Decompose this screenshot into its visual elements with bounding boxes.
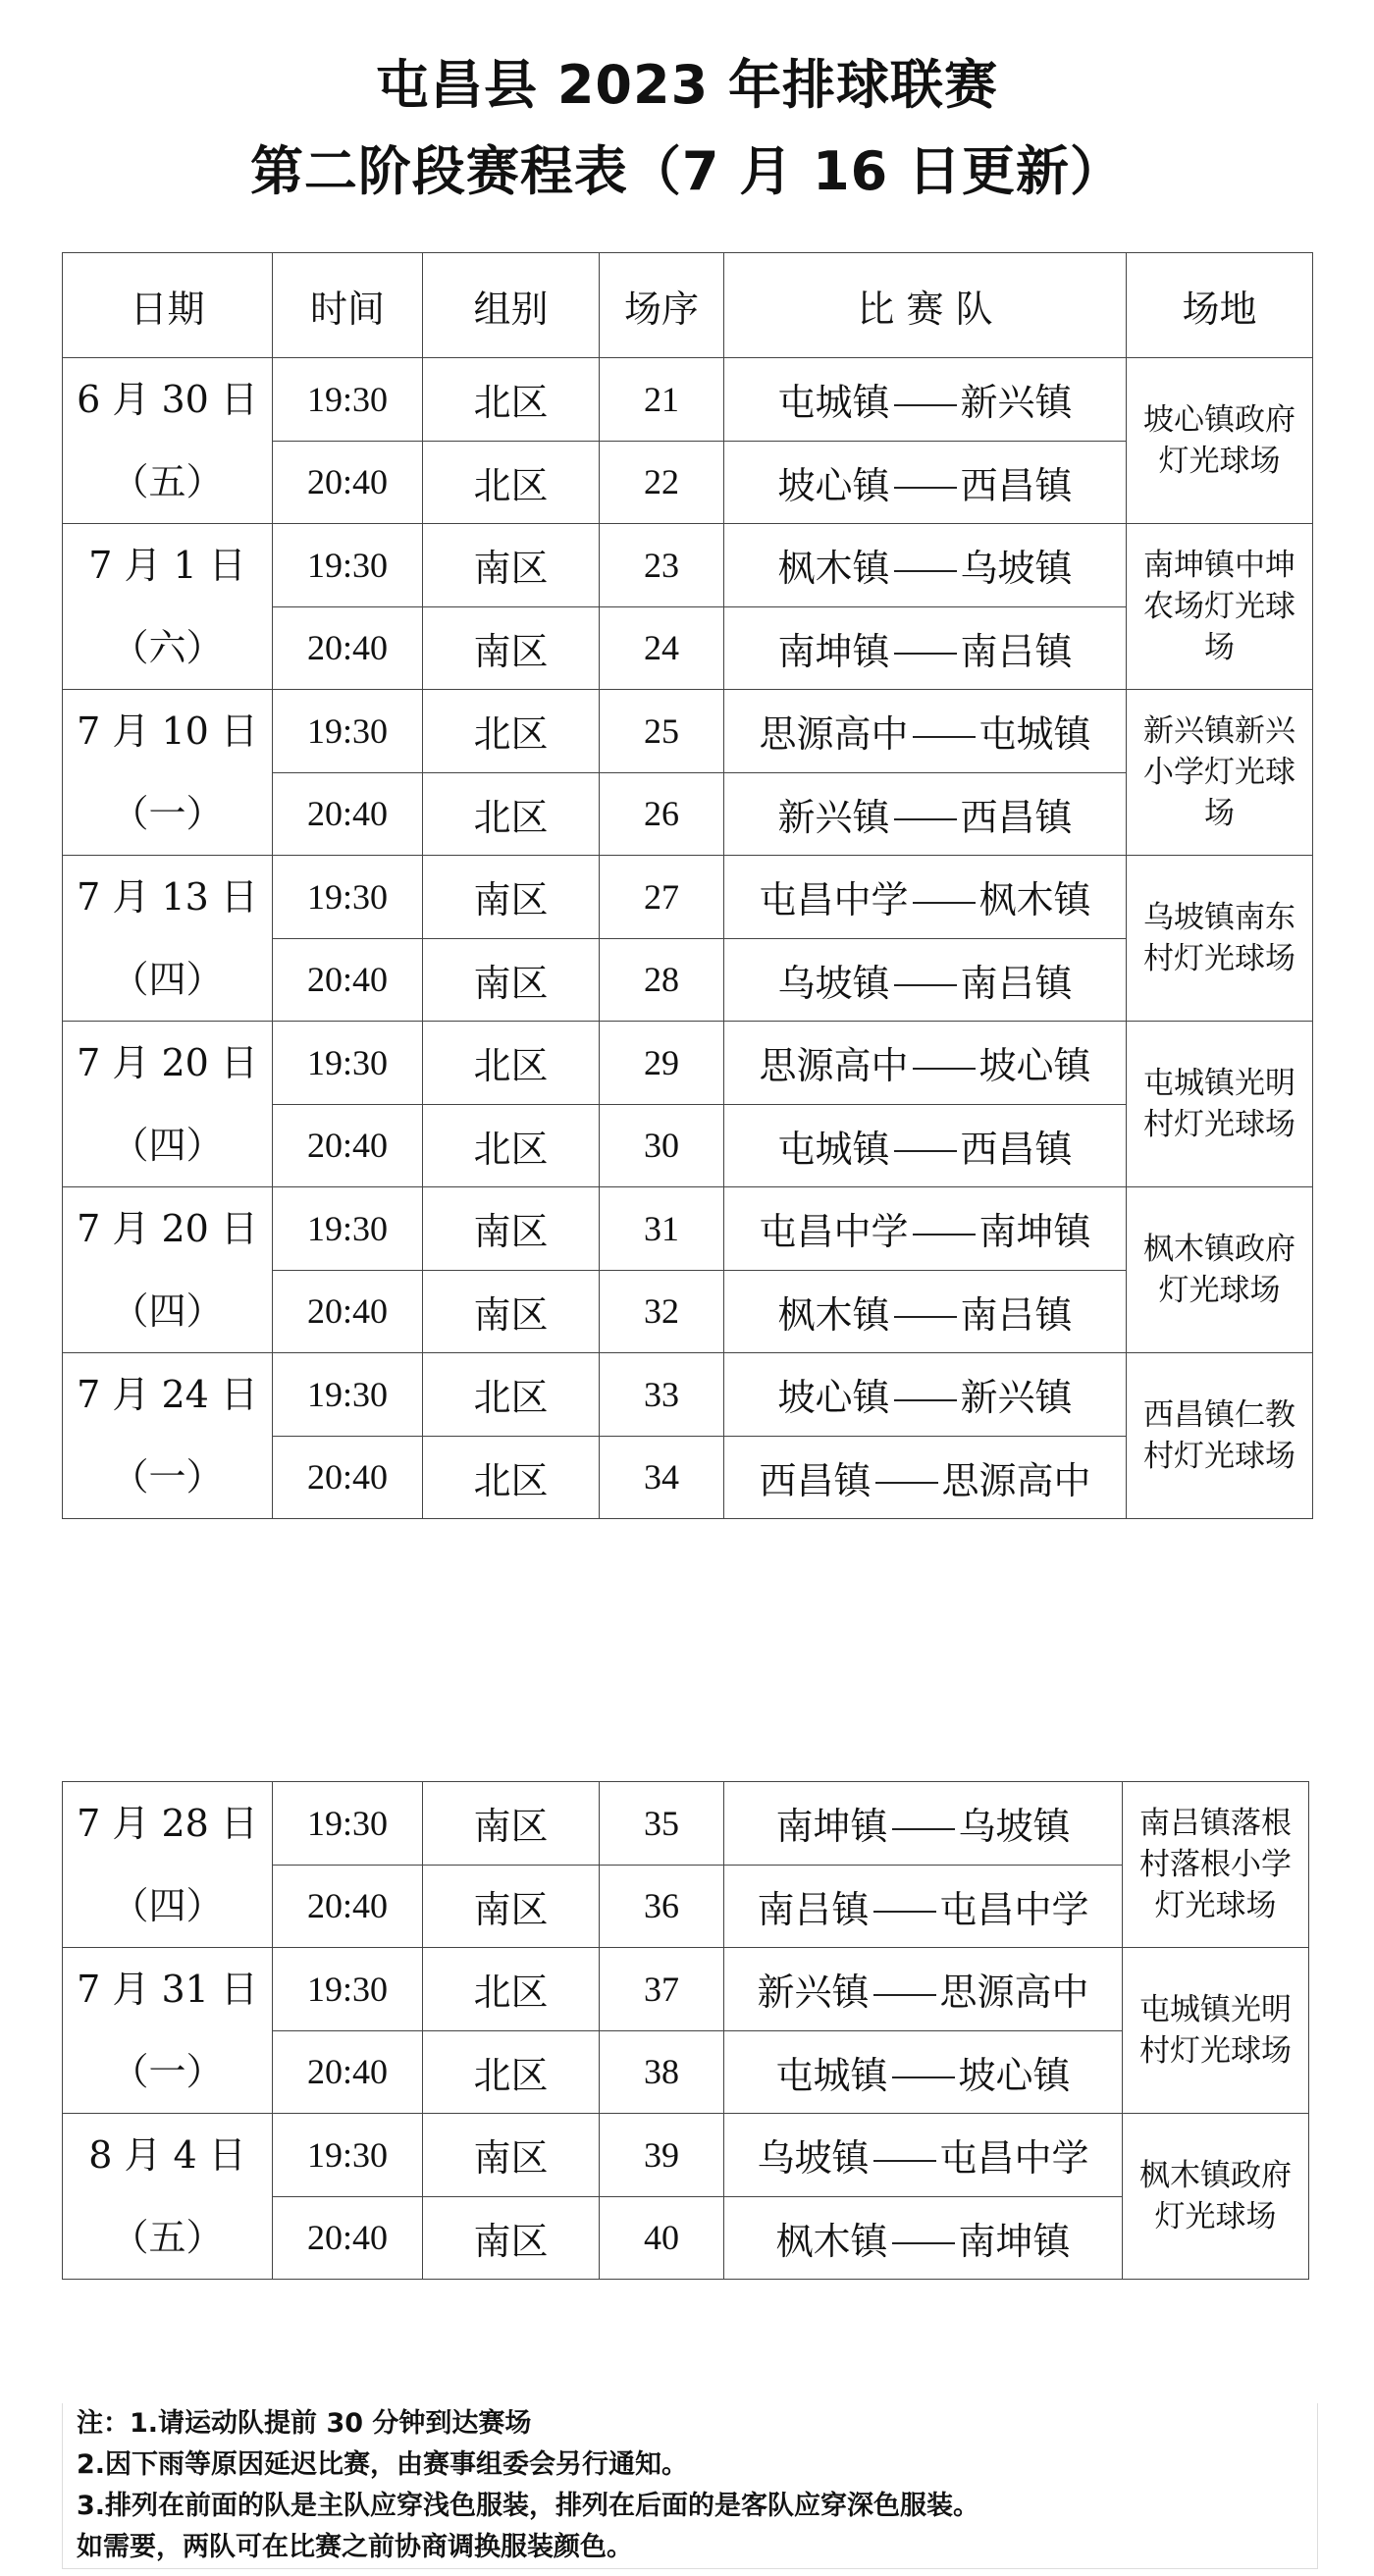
away-team: 屯昌中学 [939,1887,1089,1931]
group-cell: 北区 [423,1948,600,2031]
table-row [63,358,1313,442]
match-number-cell: 26 [600,772,724,856]
weekday-label: （一） [111,1455,224,1498]
home-team: 坡心镇 [777,1376,890,1420]
date-cell [63,1782,273,1948]
header-time: 时间 [273,253,423,358]
versus-dash [894,404,957,406]
match-number-cell: 28 [600,938,724,1022]
home-team: 屯昌中学 [759,1210,909,1254]
teams-cell [724,1270,1127,1353]
teams-cell [724,606,1127,690]
table-row [63,1782,1309,1866]
home-team: 乌坡镇 [777,961,890,1005]
time-cell: 20:40 [273,1270,423,1353]
group-cell: 南区 [423,2196,600,2280]
table-row [63,1187,1313,1271]
weekday-label: （四） [111,1884,224,1927]
teams-cell [724,1865,1123,1948]
note-line: 3.排列在前面的队是主队应穿浅色服装，排列在后面的是客队应穿深色服装。 [77,2491,980,2521]
date-label: 7 月 20 日 [77,1041,258,1084]
versus-dash [894,570,957,572]
time-cell: 19:30 [273,1187,423,1271]
match-number-cell: 31 [600,1187,724,1271]
table-row [63,1948,1309,2031]
home-team: 南坤镇 [775,1805,888,1849]
away-team: 乌坡镇 [958,1805,1071,1849]
venue-cell: 枫木镇政府灯光球场 [1123,2114,1309,2280]
versus-dash [892,1828,955,1830]
teams-cell [724,1353,1127,1437]
group-cell: 北区 [423,441,600,524]
teams-cell [724,1782,1123,1866]
versus-dash [894,818,957,820]
match-number-cell: 23 [600,524,724,607]
teams-cell [724,856,1127,939]
time-cell: 19:30 [273,1022,423,1105]
group-cell: 北区 [423,772,600,856]
versus-dash [873,2160,936,2162]
match-number-cell: 34 [600,1436,724,1519]
table-row [63,856,1313,939]
date-label: 6 月 30 日 [77,378,258,421]
header-venue: 场地 [1127,253,1313,358]
match-number-cell: 32 [600,1270,724,1353]
versus-dash [894,1316,957,1318]
home-team: 乌坡镇 [757,2136,870,2181]
versus-dash [894,1150,957,1152]
match-number-cell: 37 [600,1948,724,2031]
match-number-cell: 22 [600,441,724,524]
date-label: 7 月 24 日 [77,1373,258,1416]
teams-cell [724,1022,1127,1105]
table-row [63,690,1313,773]
group-cell: 南区 [423,2114,600,2197]
weekday-label: （四） [111,1289,224,1333]
away-team: 枫木镇 [978,878,1091,922]
match-number-cell: 40 [600,2196,724,2280]
time-cell: 19:30 [273,358,423,442]
teams-cell [724,938,1127,1022]
venue-cell: 屯城镇光明村灯光球场 [1127,1022,1313,1187]
schedule-table-part-1 [62,252,1313,1519]
teams-cell [724,1948,1123,2031]
match-number-cell: 27 [600,856,724,939]
teams-cell [724,772,1127,856]
date-cell [63,856,273,1022]
table-row [63,1022,1313,1105]
home-team: 坡心镇 [777,463,890,507]
weekday-label: （五） [111,2216,224,2259]
match-number-cell: 24 [600,606,724,690]
date-label: 7 月 20 日 [77,1207,258,1250]
time-cell: 20:40 [273,772,423,856]
away-team: 乌坡镇 [960,547,1073,591]
home-team: 枫木镇 [775,2219,888,2263]
away-team: 新兴镇 [960,1376,1073,1420]
note-line: 注：1.请运动队提前 30 分钟到达赛场 [77,2408,532,2439]
time-cell: 19:30 [273,1353,423,1437]
time-cell: 20:40 [273,1436,423,1519]
versus-dash [873,1994,936,1996]
versus-dash [894,984,957,986]
versus-dash [913,902,976,904]
date-label: 7 月 10 日 [77,710,258,753]
away-team: 坡心镇 [958,2053,1071,2097]
group-cell: 南区 [423,1270,600,1353]
away-team: 思源高中 [941,1458,1091,1502]
page-title: 屯昌县 2023 年排球联赛 [376,54,998,116]
away-team: 新兴镇 [960,381,1073,425]
group-cell: 北区 [423,1436,600,1519]
table-row [63,1353,1313,1437]
time-cell: 20:40 [273,1865,423,1948]
time-cell: 19:30 [273,690,423,773]
away-team: 南吕镇 [960,629,1073,673]
group-cell: 南区 [423,938,600,1022]
match-number-cell: 35 [600,1782,724,1866]
home-team: 南吕镇 [757,1887,870,1931]
teams-cell [724,358,1127,442]
home-team: 思源高中 [759,1044,909,1088]
versus-dash [913,1234,976,1235]
home-team: 屯昌中学 [759,878,909,922]
versus-dash [875,1482,938,1484]
time-cell: 20:40 [273,2196,423,2280]
home-team: 屯城镇 [777,381,890,425]
weekday-label: （一） [111,2050,224,2093]
group-cell: 北区 [423,2030,600,2114]
venue-cell: 乌坡镇南东村灯光球场 [1127,856,1313,1022]
time-cell: 20:40 [273,938,423,1022]
home-team: 枫木镇 [777,547,890,591]
date-cell [63,1022,273,1187]
match-number-cell: 30 [600,1104,724,1187]
away-team: 坡心镇 [978,1044,1091,1088]
header-date: 日期 [63,253,273,358]
weekday-label: （六） [111,626,224,669]
teams-cell [724,2114,1123,2197]
group-cell: 北区 [423,358,600,442]
teams-cell [724,1436,1127,1519]
time-cell: 20:40 [273,2030,423,2114]
versus-dash [894,487,957,489]
time-cell: 19:30 [273,524,423,607]
home-team: 新兴镇 [757,1971,870,2015]
teams-cell [724,690,1127,773]
date-cell [63,1353,273,1519]
group-cell: 南区 [423,1782,600,1866]
group-cell: 南区 [423,1865,600,1948]
notes-section [62,2403,1318,2569]
group-cell: 南区 [423,524,600,607]
home-team: 屯城镇 [775,2053,888,2097]
teams-cell [724,441,1127,524]
note-line: 如需要，两队可在比赛之前协商调换服装颜色。 [77,2532,633,2562]
venue-cell: 枫木镇政府灯光球场 [1127,1187,1313,1353]
away-team: 南坤镇 [958,2219,1071,2263]
home-team: 南坤镇 [777,629,890,673]
away-team: 屯城镇 [978,712,1091,757]
header-match-no: 场序 [600,253,724,358]
time-cell: 20:40 [273,441,423,524]
time-cell: 19:30 [273,2114,423,2197]
match-number-cell: 36 [600,1865,724,1948]
date-label: 7 月 28 日 [77,1802,258,1845]
home-team: 思源高中 [759,712,909,757]
versus-dash [892,2242,955,2244]
match-number-cell: 29 [600,1022,724,1105]
match-number-cell: 33 [600,1353,724,1437]
versus-dash [873,1911,936,1913]
weekday-label: （一） [111,792,224,835]
group-cell: 南区 [423,1187,600,1271]
date-label: 8 月 4 日 [88,2133,246,2177]
header-row [63,253,1313,358]
weekday-label: （五） [111,460,224,503]
time-cell: 19:30 [273,1948,423,2031]
home-team: 屯城镇 [777,1127,890,1171]
away-team: 南吕镇 [960,961,1073,1005]
header-teams: 比 赛 队 [724,253,1127,358]
away-team: 西昌镇 [960,795,1073,839]
match-number-cell: 21 [600,358,724,442]
versus-dash [913,736,976,738]
weekday-label: （四） [111,1124,224,1167]
away-team: 南吕镇 [960,1292,1073,1337]
date-cell [63,2114,273,2280]
date-label: 7 月 1 日 [88,544,246,587]
page-subtitle: 第二阶段赛程表（7 月 16 日更新） [249,140,1125,202]
header-group: 组别 [423,253,600,358]
venue-cell: 新兴镇新兴小学灯光球场 [1127,690,1313,856]
time-cell: 19:30 [273,856,423,939]
date-cell [63,1948,273,2114]
table-row [63,524,1313,607]
date-label: 7 月 31 日 [77,1968,258,2011]
teams-cell [724,1187,1127,1271]
away-team: 屯昌中学 [939,2136,1089,2181]
weekday-label: （四） [111,958,224,1001]
away-team: 西昌镇 [960,1127,1073,1171]
versus-dash [894,1399,957,1401]
home-team: 西昌镇 [759,1458,872,1502]
away-team: 西昌镇 [960,463,1073,507]
note-line: 2.因下雨等原因延迟比赛，由赛事组委会另行通知。 [77,2449,689,2480]
match-number-cell: 25 [600,690,724,773]
venue-cell: 南吕镇落根村落根小学灯光球场 [1123,1782,1309,1948]
teams-cell [724,2030,1123,2114]
teams-cell [724,2196,1123,2280]
versus-dash [894,653,957,655]
time-cell: 20:40 [273,1104,423,1187]
versus-dash [913,1068,976,1070]
group-cell: 北区 [423,690,600,773]
away-team: 思源高中 [939,1971,1089,2015]
venue-cell: 屯城镇光明村灯光球场 [1123,1948,1309,2114]
home-team: 新兴镇 [777,795,890,839]
away-team: 南坤镇 [978,1210,1091,1254]
time-cell: 19:30 [273,1782,423,1866]
group-cell: 南区 [423,606,600,690]
versus-dash [892,2077,955,2078]
table-row [63,2114,1309,2197]
venue-cell: 坡心镇政府灯光球场 [1127,358,1313,524]
date-cell [63,1187,273,1353]
date-label: 7 月 13 日 [77,875,258,919]
group-cell: 北区 [423,1022,600,1105]
match-number-cell: 39 [600,2114,724,2197]
home-team: 枫木镇 [777,1292,890,1337]
venue-cell: 西昌镇仁教村灯光球场 [1127,1353,1313,1519]
schedule-table-part-2 [62,1781,1309,2280]
date-cell [63,524,273,690]
date-cell [63,690,273,856]
group-cell: 北区 [423,1104,600,1187]
date-cell [63,358,273,524]
venue-cell: 南坤镇中坤农场灯光球场 [1127,524,1313,690]
match-number-cell: 38 [600,2030,724,2114]
group-cell: 南区 [423,856,600,939]
teams-cell [724,524,1127,607]
teams-cell [724,1104,1127,1187]
time-cell: 20:40 [273,606,423,690]
group-cell: 北区 [423,1353,600,1437]
